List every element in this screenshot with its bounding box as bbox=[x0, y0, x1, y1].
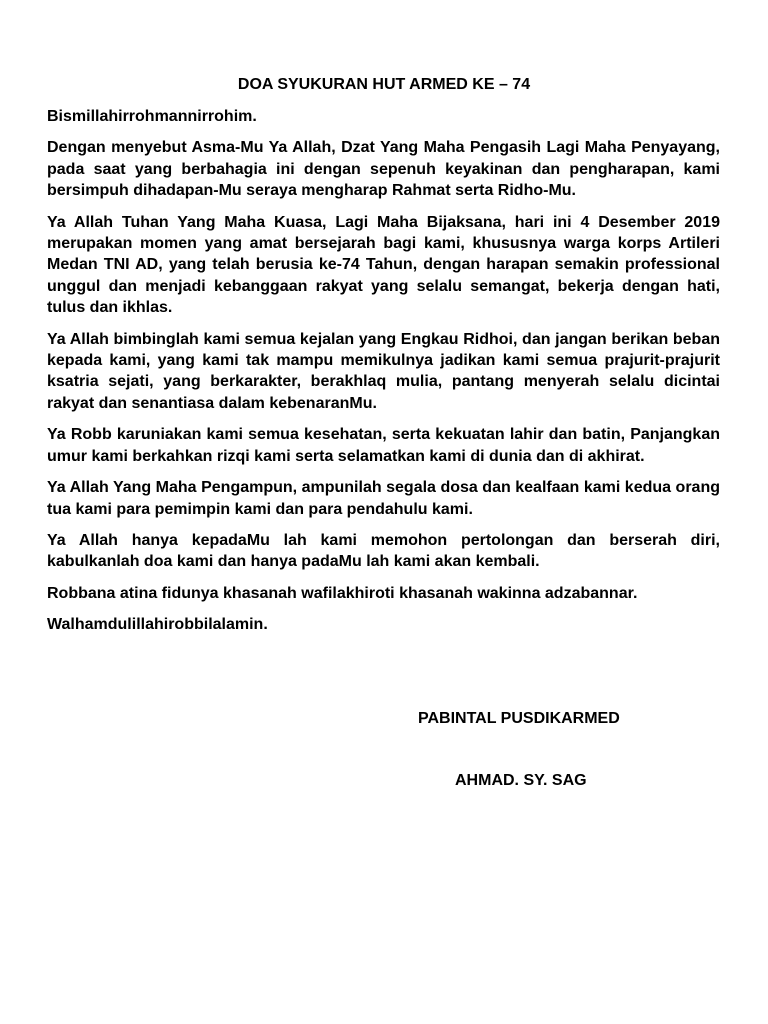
paragraph-guidance: Ya Allah bimbinglah kami semua kejalan yang Engkau Ridhoi, dan jangan berikan beban kepada kami, yang kami tak mampu memikulnya jadikan kami semua prajurit-prajurit ksatria sejati, yang berkarakter, berakhlaq mulia, pantang menyerah selalu dicintai rakyat dan senantiasa dalam kebenaranMu. bbox=[47, 330, 720, 412]
paragraph-forgiveness: Ya Allah Yang Maha Pengampun, ampunilah segala dosa dan kealfaan kami kedua orang tua kami para pemimpin kami dan para pendahulu kami. bbox=[47, 479, 720, 518]
paragraph-health: Ya Robb karuniakan kami semua kesehatan, serta kekuatan lahir dan batin, Panjangkan umur kami berkahkan rizqi kami serta selamatkan kami di dunia dan di akhirat. bbox=[47, 426, 720, 465]
signature-name: AHMAD. SY. SAG bbox=[455, 772, 587, 789]
paragraph-opening-prayer: Dengan menyebut Asma-Mu Ya Allah, Dzat Yang Maha Pengasih Lagi Maha Penyayang, pada saat yang berbahagia ini dengan sepenuh keyakinan dan pengharapan, kami bersimpuh dihadapan-Mu seraya mengharap Rahmat serta Ridho-Mu. bbox=[47, 139, 720, 200]
closing-hamdalah: Walhamdulillahirobbilalamin. bbox=[47, 616, 268, 634]
paragraph-surrender: Ya Allah hanya kepadaMu lah kami memohon pertolongan dan berserah diri, kabulkanlah doa kami dan hanya padaMu lah kami akan kembali. bbox=[47, 531, 720, 571]
document-body bbox=[47, 106, 720, 646]
signature-role: PABINTAL PUSDIKARMED bbox=[418, 710, 620, 727]
opening-basmalah: Bismillahirrohmannirrohim. bbox=[47, 108, 257, 125]
document-title: DOA SYUKURAN HUT ARMED KE – 74 bbox=[237, 76, 531, 93]
paragraph-anniversary: Ya Allah Tuhan Yang Maha Kuasa, Lagi Maha Bijaksana, hari ini 4 Desember 2019 merupakan momen yang amat bersejarah bagi kami, khususnya warga korps Artileri Medan TNI AD, yang telah berusia ke-74 Tahun, dengan harapan semakin professional unggul dan menjadi kebanggaan rakyat yang selalu semangat, bekerja dengan hati, tulus dan ikhlas. bbox=[47, 213, 720, 317]
paragraph-robbana: Robbana atina fidunya khasanah wafilakhiroti khasanah wakinna adzabannar. bbox=[47, 584, 638, 602]
